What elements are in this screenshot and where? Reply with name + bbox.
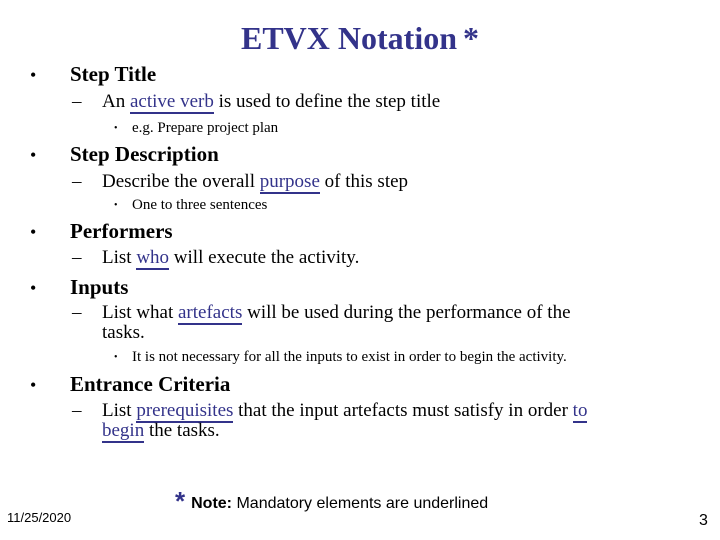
example-text: e.g. Prepare project plan xyxy=(132,120,279,136)
underlined-term-purpose: purpose xyxy=(259,171,320,192)
sub-inputs xyxy=(72,303,672,343)
example-text: One to three sentences xyxy=(132,197,268,213)
footer-date: 11/25/2020 xyxy=(7,510,72,525)
dash-glyph: – xyxy=(72,400,82,421)
example-inputs xyxy=(114,349,567,366)
example-step-title xyxy=(114,120,278,137)
bullet-entrance-criteria xyxy=(30,372,230,397)
note-asterisk: * xyxy=(175,486,186,516)
bullet-glyph: • xyxy=(114,123,118,135)
slide-title-text: ETVX Notation xyxy=(240,20,457,56)
bullet-performers xyxy=(30,219,173,244)
note-text: Mandatory elements are underlined xyxy=(232,495,489,512)
bullet-glyph: • xyxy=(114,352,118,364)
footer-note xyxy=(175,486,488,517)
dash-glyph: – xyxy=(72,91,82,112)
bullet-glyph: • xyxy=(30,375,37,395)
underlined-term-active-verb: active verb xyxy=(129,91,214,112)
sub-step-title xyxy=(72,92,672,112)
sub-text: that the input artefacts must satisfy in order xyxy=(233,400,573,421)
sub-text: the tasks. xyxy=(144,420,220,441)
underlined-term-artefacts: artefacts xyxy=(178,302,243,323)
note-label: Note: xyxy=(191,495,233,512)
dash-glyph: – xyxy=(72,171,82,192)
sub-step-description xyxy=(72,172,672,192)
bullet-glyph: • xyxy=(114,200,118,212)
underlined-term-who: who xyxy=(136,247,170,268)
bullet-glyph: • xyxy=(30,145,37,165)
sub-entrance-criteria xyxy=(72,401,672,441)
sub-text: List xyxy=(102,400,137,421)
bullet-step-description xyxy=(30,142,219,167)
example-step-description xyxy=(114,197,267,214)
bullet-glyph: • xyxy=(30,65,37,85)
sub-entrance-criteria-line2 xyxy=(72,421,672,441)
title-asterisk: * xyxy=(463,20,479,56)
bullet-step-description-label: Step Description xyxy=(70,142,219,166)
dash-glyph: – xyxy=(72,302,82,323)
sub-text: is used to define the step title xyxy=(213,91,441,112)
sub-performers xyxy=(72,248,672,268)
sub-text: of this step xyxy=(319,171,409,192)
sub-text: Describe the overall xyxy=(102,171,260,192)
page-number: 3 xyxy=(699,512,708,529)
sub-text: will execute the activity. xyxy=(169,247,360,268)
bullet-inputs-label: Inputs xyxy=(70,275,129,299)
underlined-term-begin: begin xyxy=(102,420,145,441)
dash-glyph: – xyxy=(72,247,82,268)
underlined-term-prerequisites: prerequisites xyxy=(136,400,234,421)
bullet-entrance-criteria-label: Entrance Criteria xyxy=(70,372,231,396)
sub-inputs-line2: tasks. xyxy=(102,322,145,343)
bullet-step-title-label: Step Title xyxy=(70,62,157,86)
slide-title xyxy=(0,20,720,57)
bullet-glyph: • xyxy=(30,222,37,242)
sub-text: An xyxy=(102,91,130,112)
example-text: It is not necessary for all the inputs to exist in order to begin the activity. xyxy=(132,349,567,365)
bullet-performers-label: Performers xyxy=(70,219,173,243)
sub-text: List xyxy=(102,247,137,268)
underlined-term-to: to xyxy=(572,400,588,421)
bullet-inputs xyxy=(30,275,128,300)
bullet-glyph: • xyxy=(30,278,37,298)
sub-text: will be used during the performance of the xyxy=(242,302,571,323)
bullet-step-title xyxy=(30,62,156,87)
sub-text: List what xyxy=(102,302,178,323)
